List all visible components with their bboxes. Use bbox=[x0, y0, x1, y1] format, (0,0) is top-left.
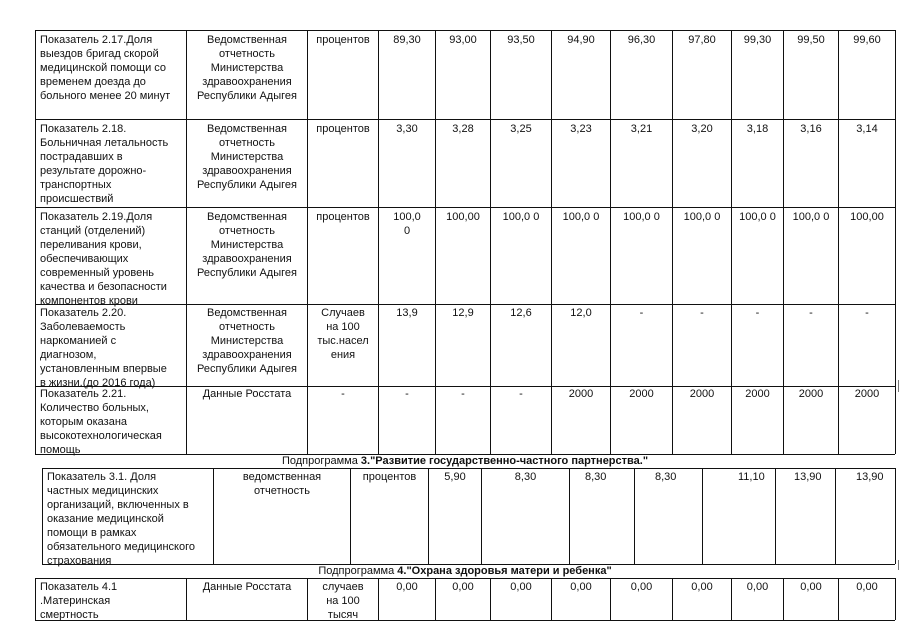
value-cell: 8,30 bbox=[655, 471, 677, 483]
value-cell: 8,30 bbox=[585, 471, 607, 483]
indicator-name: Показатель 4.1 .Материнская смертность bbox=[40, 581, 118, 621]
value-cell: 100,0 0 bbox=[792, 211, 830, 223]
value-cell: 89,30 bbox=[393, 34, 421, 46]
value-cell: 100,0 0 bbox=[502, 211, 540, 223]
value-cell: 0,00 bbox=[630, 581, 653, 593]
value-cell: 3,18 bbox=[746, 123, 769, 135]
value-cell: 12,0 bbox=[570, 307, 592, 319]
value-cell: 2000 bbox=[854, 388, 880, 400]
value-cell: 11,10 bbox=[738, 471, 765, 483]
value-cell: - bbox=[405, 388, 409, 400]
value-cell: 0,00 bbox=[746, 581, 769, 593]
value-cell: 100,0 0 bbox=[623, 211, 660, 223]
data-source: Ведомственная отчетность Министерства здравоохранения Республики Адыгея bbox=[197, 211, 297, 279]
value-cell: 99,30 bbox=[743, 34, 772, 46]
subprogram-4-heading: Подпрограмма 4."Охрана здоровья матери и ребенка" bbox=[318, 565, 612, 577]
data-source: Ведомственная отчетность Министерства здравоохранения Республики Адыгея bbox=[197, 34, 297, 102]
value-cell: 8,30 bbox=[514, 471, 537, 483]
indicator-name: Показатель 2.18. Больничная летальность пострадавших в результате дорожно- транспортных происшествий bbox=[40, 123, 169, 205]
indicator-name: Показатель 3.1. Доля частных медицинских организаций, включенных в оказание медицинской помощи в рамках обязательного медицинского страхования bbox=[47, 471, 195, 567]
unit: - bbox=[341, 388, 345, 400]
value-cell: 0,00 bbox=[452, 581, 474, 593]
value-cell: 3,23 bbox=[570, 123, 592, 135]
value-cell: 100,00 bbox=[446, 211, 480, 223]
value-cell: 100,00 bbox=[850, 211, 884, 223]
value-cell: 94,90 bbox=[567, 34, 595, 46]
value-cell: 96,30 bbox=[627, 34, 656, 46]
value-cell: 99,50 bbox=[797, 34, 825, 46]
value-cell: 100,0 0 bbox=[739, 211, 776, 223]
value-cell: - bbox=[461, 388, 465, 400]
value-cell: - bbox=[639, 307, 644, 319]
unit: случаев на 100 тысяч bbox=[322, 581, 364, 621]
data-source: Ведомственная отчетность Министерства здравоохранения Республики Адыгея bbox=[197, 307, 297, 375]
value-cell: 5,90 bbox=[444, 471, 466, 483]
scan-mark bbox=[898, 560, 899, 570]
value-cell: 100,0 0 bbox=[562, 211, 600, 223]
value-cell: 12,6 bbox=[510, 307, 532, 319]
value-cell: 100,0 0 bbox=[683, 211, 721, 223]
value-cell: 99,60 bbox=[853, 34, 881, 46]
data-source: ведомственная отчетность bbox=[242, 471, 322, 497]
value-cell: 2000 bbox=[798, 388, 824, 400]
unit: процентов bbox=[316, 34, 370, 46]
unit: процентов bbox=[316, 123, 370, 135]
value-cell: 2000 bbox=[745, 388, 770, 400]
indicator-name: Показатель 2.17.Доля выездов бригад скорой медицинской помощи со временем доезда до больного менее 20 минут bbox=[40, 34, 171, 102]
value-cell: 3,21 bbox=[630, 123, 653, 135]
value-cell: 13,90 bbox=[794, 471, 822, 483]
value-cell: 0,00 bbox=[396, 581, 418, 593]
indicator-name: Показатель 2.19.Доля станций (отделений) переливания крови, обеспечивающих современный уровень качества и безопасности компонентов крови bbox=[40, 211, 167, 307]
value-cell: 3,14 bbox=[856, 123, 878, 135]
unit: процентов bbox=[362, 471, 417, 483]
value-cell: - bbox=[865, 307, 869, 319]
value-cell: 0,00 bbox=[510, 581, 532, 593]
data-source: Ведомственная отчетность Министерства здравоохранения Республики Адыгея bbox=[197, 123, 297, 191]
value-cell: 0,00 bbox=[800, 581, 822, 593]
data-source: Данные Росстата bbox=[202, 581, 292, 593]
value-cell: 3,16 bbox=[800, 123, 822, 135]
value-cell: - bbox=[809, 307, 813, 319]
value-cell: 97,80 bbox=[688, 34, 716, 46]
subprogram-3-heading: Подпрограмма 3."Развитие государственно-частного партнерства." bbox=[281, 455, 649, 467]
value-cell: 13,90 bbox=[856, 471, 884, 483]
indicator-name: Показатель 2.20. Заболеваемость наркоманией с диагнозом, установленным впервые в жизни.(до 2016 года) bbox=[40, 307, 167, 389]
indicator-name: Показатель 2.21. Количество больных, которым оказана высокотехнологическая помощь bbox=[40, 388, 162, 456]
value-cell: 93,50 bbox=[507, 34, 535, 46]
unit: процентов bbox=[316, 211, 370, 223]
value-cell: 3,25 bbox=[510, 123, 532, 135]
data-source: Данные Росстата bbox=[202, 388, 292, 400]
value-cell: - bbox=[700, 307, 704, 319]
value-cell: 2000 bbox=[629, 388, 654, 400]
value-cell: 2000 bbox=[568, 388, 594, 400]
value-cell: 0,00 bbox=[856, 581, 878, 593]
unit: Случаев на 100 тыс.насел ения bbox=[317, 307, 369, 361]
value-cell: 3,30 bbox=[396, 123, 418, 135]
value-cell: 93,00 bbox=[449, 34, 477, 46]
value-cell: 3,20 bbox=[691, 123, 713, 135]
value-cell: 100,0 0 bbox=[393, 211, 421, 237]
value-cell: 0,00 bbox=[691, 581, 713, 593]
value-cell: 12,9 bbox=[452, 307, 474, 319]
scan-mark bbox=[898, 380, 899, 392]
value-cell: - bbox=[755, 307, 760, 319]
value-cell: 13,9 bbox=[396, 307, 418, 319]
value-cell: 2000 bbox=[689, 388, 715, 400]
value-cell: 0,00 bbox=[570, 581, 592, 593]
value-cell: - bbox=[519, 388, 523, 400]
value-cell: 3,28 bbox=[452, 123, 474, 135]
